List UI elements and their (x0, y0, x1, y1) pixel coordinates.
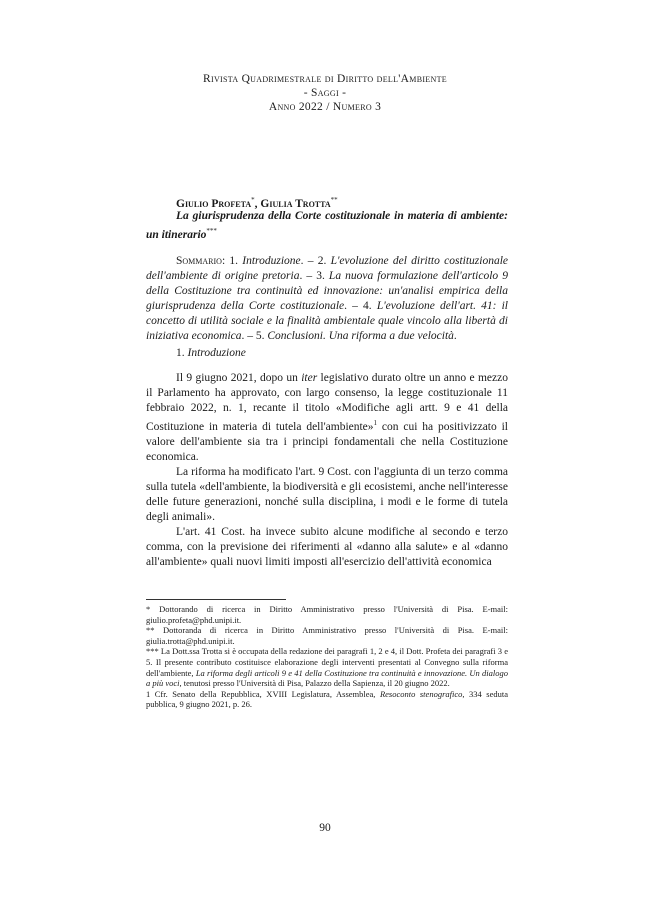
summary-item-1[interactable]: Introduzione (242, 255, 301, 267)
summary (146, 254, 508, 344)
summary-item-3[interactable]: La nuova formulazione dell'articolo 9 della Costituzione tra continuità ed innovazione: un'analisi empirica della giurisprudenza della Corte costituzionale (146, 270, 508, 312)
footnote-authorship-part-b: , tenutosi presso l'Università di Pisa, Palazzo della Sapienza, il 20 giugno 2022. (179, 678, 450, 689)
paragraph-1-iter: iter (301, 372, 318, 384)
summary-item-4[interactable]: L'evoluzione dell'art. 41: il concetto di utilità sociale e la finalità ambientale quale vincolo alla libertà di iniziativa economica (146, 300, 508, 342)
summary-num-5: . – 5. (241, 330, 268, 342)
footnote-1 (146, 689, 508, 710)
section-number: 1. (176, 347, 188, 359)
paragraph-1-part-b: legislativo durato oltre un anno e mezzo il Parlamento ha approvato, con largo consenso, la legge costituzionale 11 febbraio 2022, n. 1, recante il titolo «Modifiche agli artt. 9 e 41 della Costituzione in materia di tutela dell'ambiente» (146, 372, 508, 433)
journal-issue: Anno 2022 / Numero 3 (268, 101, 382, 113)
footnotes (146, 604, 508, 710)
footnote-author-2: ** Dottoranda di ricerca in Diritto Amministrativo presso l'Università di Pisa. E-mail: giulia.trotta@phd.unipi.it. (146, 625, 508, 646)
footnote-authorship-conference-title: La riforma degli articoli 9 e 41 della Costituzione tra continuità e innovazione. Un dialogo a più voci (146, 667, 508, 689)
footnote-1-source: Resoconto stenografico (379, 688, 463, 699)
summary-label: Sommario (176, 255, 222, 267)
section-heading (176, 347, 246, 359)
paragraph-3: L'art. 41 Cost. ha invece subito alcune modifiche al secondo e terzo comma, con la previsione dei riferimenti al «danno alla salute» e al «danno all'ambiente» quali nuovi limiti imposti all'esercizio dell'attività economica (146, 525, 508, 568)
body-text (146, 371, 508, 570)
summary-item-2[interactable]: L'evoluzione del diritto costituzionale dell'ambiente di origine pretoria (146, 255, 508, 282)
footnote-author-1: * Dottorando di ricerca in Diritto Amministrativo presso l'Università di Pisa. E-mail: giulio.profeta@phd.unipi.it. (146, 604, 508, 625)
article-title (146, 209, 508, 243)
page-number: 90 (319, 822, 331, 834)
article-authors (176, 196, 338, 210)
summary-num-2: . – 2. (300, 255, 331, 267)
summary-num-4: . – 4. (344, 300, 377, 312)
journal-name: Rivista Quadrimestrale di Diritto dell'Ambiente (203, 73, 447, 85)
author-2-footnote-mark[interactable]: ** (330, 196, 338, 204)
footnote-1-part-b: , 334 seduta pubblica, 9 giugno 2021, p. 26. (146, 688, 508, 710)
author-1-footnote-mark[interactable]: * (251, 196, 255, 204)
summary-end: . (453, 330, 457, 342)
author-1: Giulio Profeta (176, 197, 252, 210)
paragraph-1-part-c: con cui ha positivizzato il valore dell'ambiente sia tra i principi fondamentali che nella Costituzione economica. (146, 420, 508, 463)
journal-header (0, 72, 650, 114)
summary-item-5[interactable]: Conclusioni. Una riforma a due velocità (267, 330, 454, 342)
title-footnote-mark[interactable]: *** (206, 227, 217, 235)
summary-num-1: : 1. (221, 255, 243, 267)
footnote-divider (146, 599, 286, 600)
author-separator: , (254, 197, 261, 210)
author-2: Giulia Trotta (260, 197, 331, 210)
footnote-ref-1[interactable]: 1 (373, 419, 378, 427)
footnote-authorship (146, 646, 508, 688)
paragraph-1 (146, 371, 508, 465)
journal-section: - Saggi - (303, 87, 347, 99)
footnote-1-part-a: 1 Cfr. Senato della Repubblica, XVIII Legislatura, Assemblea, (146, 688, 380, 699)
footnote-authorship-part-a: *** La Dott.ssa Trotta si è occupata della redazione dei paragrafi 1, 2 e 4, il Dott. Profeta dei paragrafi 3 e 5. Il presente contributo costituisce elaborazione degli interventi presentati al Convegno sulla riforma dell'ambiente, (146, 646, 508, 678)
section-title: Introduzione (187, 347, 246, 359)
paragraph-1-part-a: Il 9 giugno 2021, dopo un (176, 372, 302, 384)
article-title-text: La giurisprudenza della Corte costituzionale in materia di ambiente: un itinerario (146, 210, 508, 241)
summary-num-3: . – 3. (299, 270, 329, 282)
paragraph-2: La riforma ha modificato l'art. 9 Cost. con l'aggiunta di un terzo comma sulla tutela «dell'ambiente, la biodiversità e gli ecosistemi, anche nell'interesse delle future generazioni, nonché sulla disciplina, i modi e le forme di tutela degli animali». (146, 465, 508, 523)
